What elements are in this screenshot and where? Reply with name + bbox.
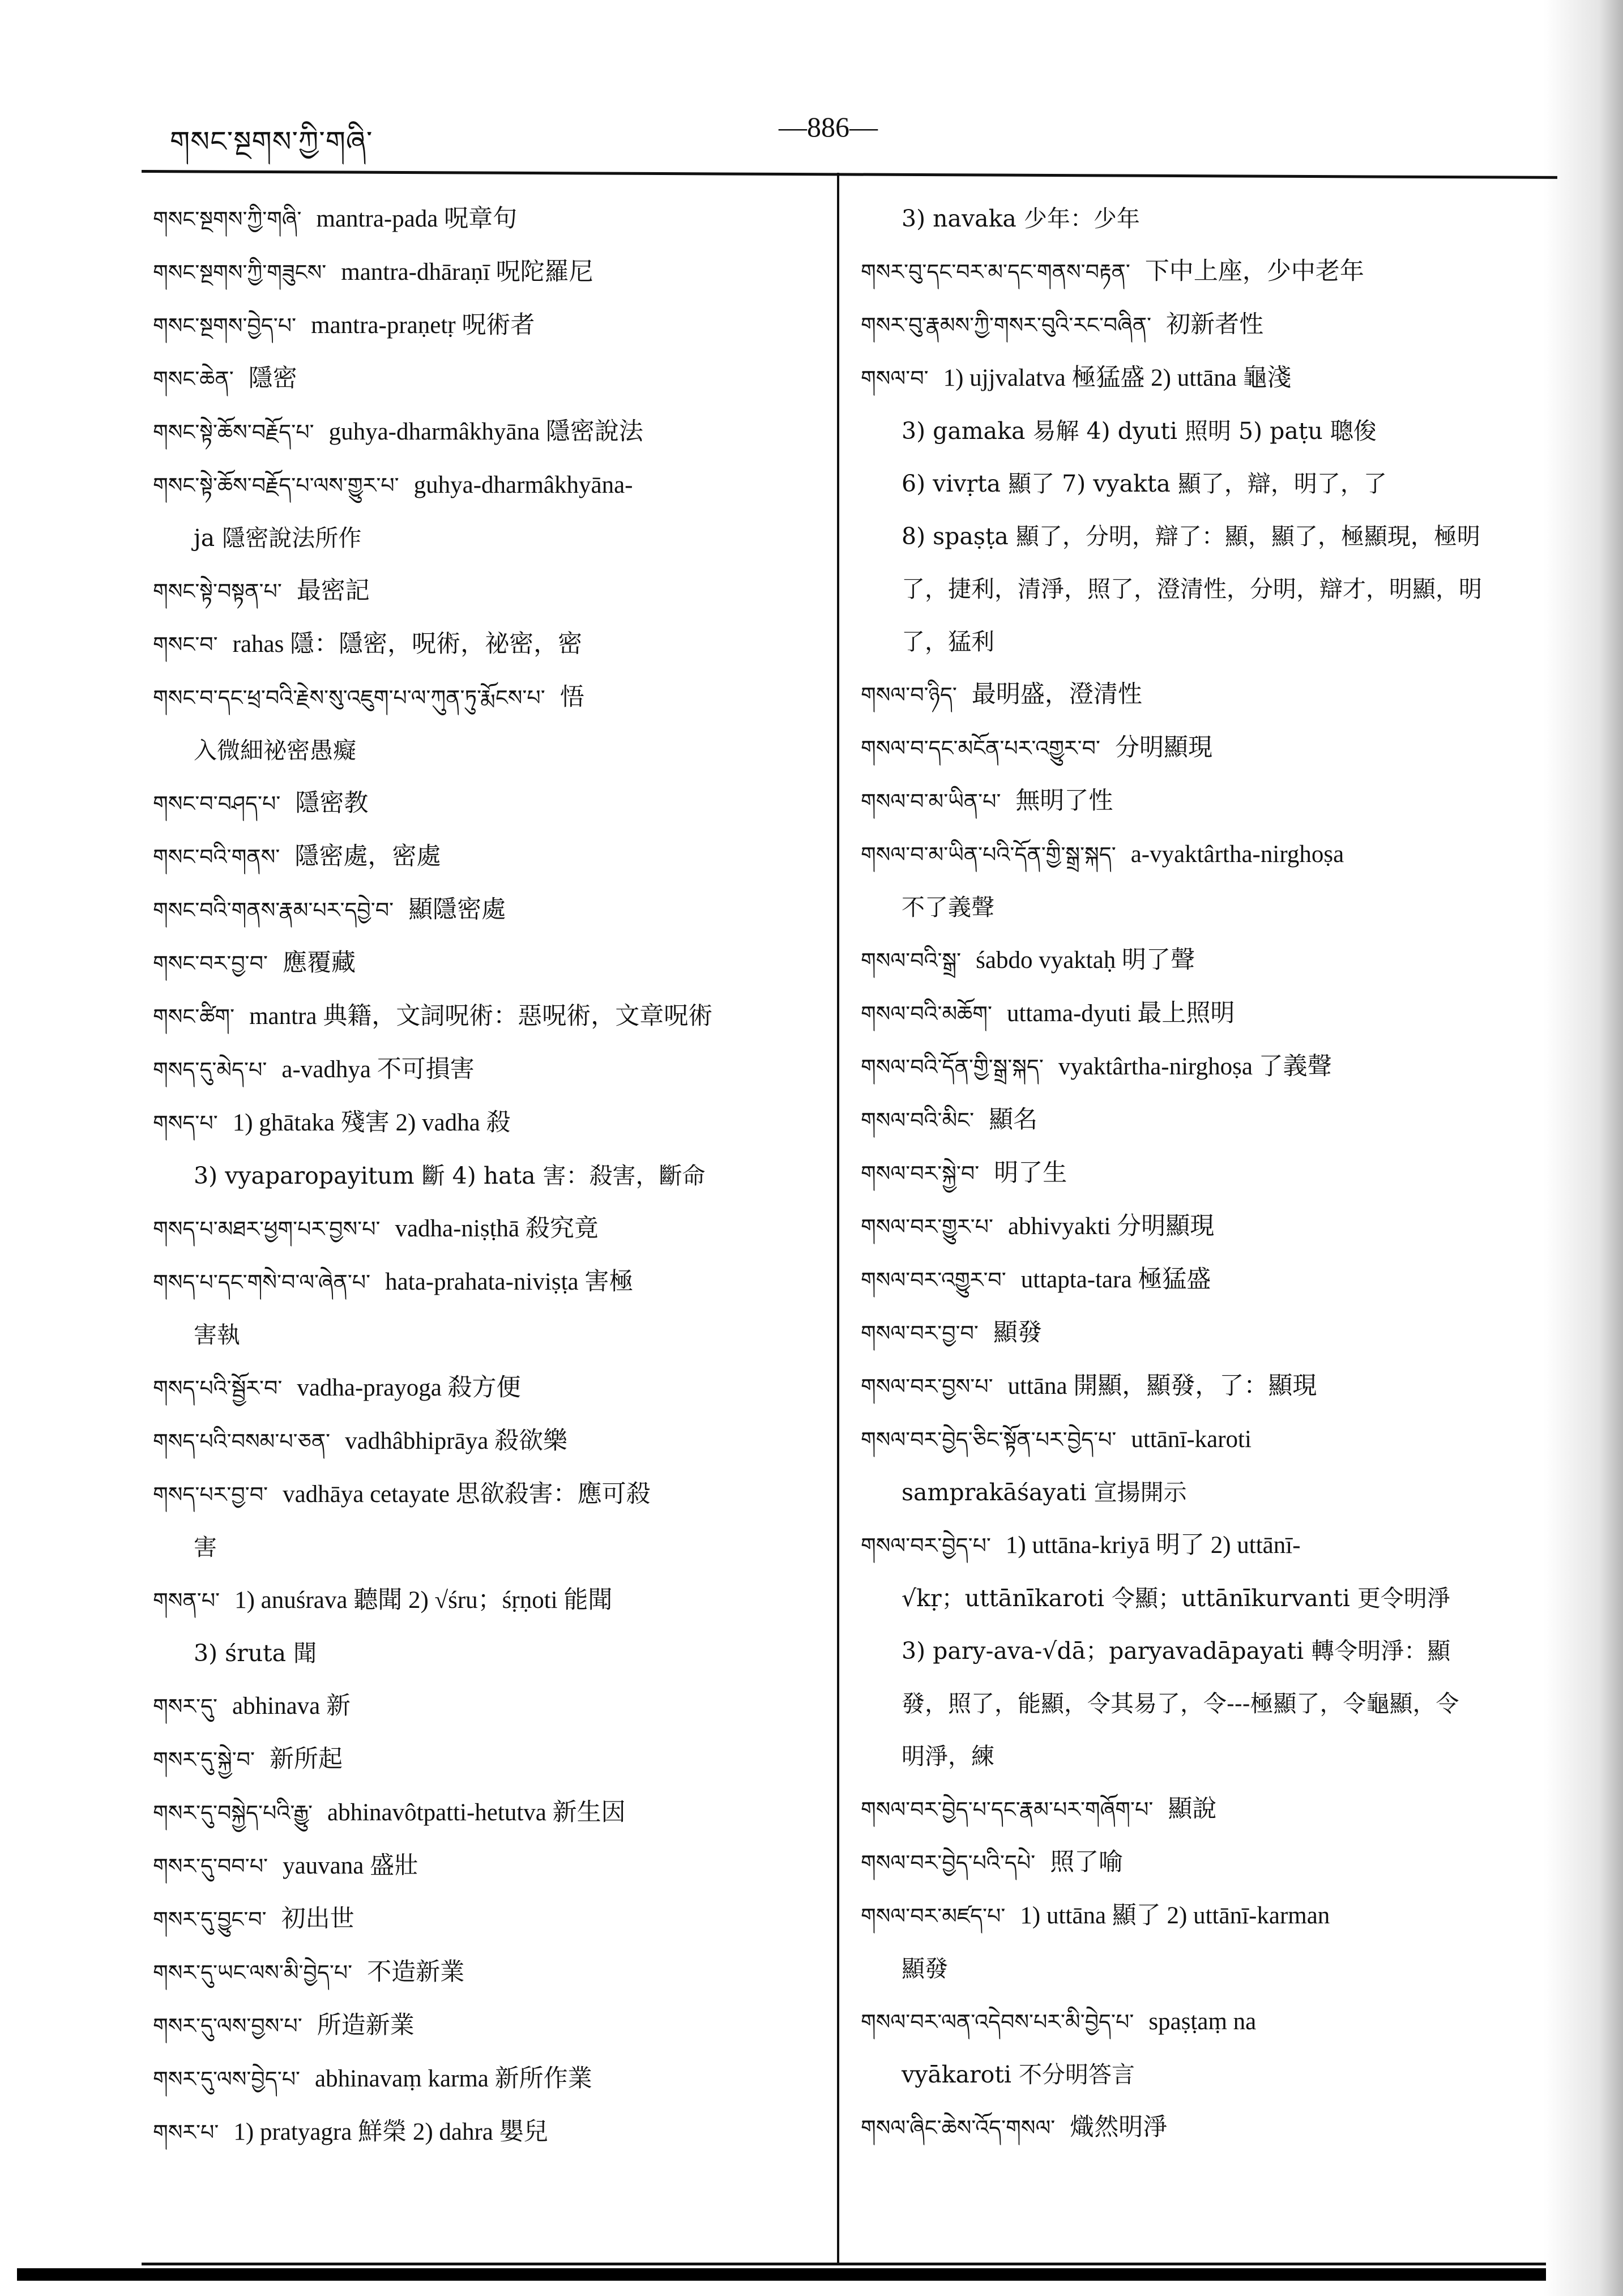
dictionary-entry [153, 1043, 821, 1096]
entry-definition: uttānī-karoti [1131, 1426, 1252, 1453]
dictionary-entry [153, 990, 821, 1043]
entry-definition: 顯名 [989, 1107, 1038, 1133]
dictionary-entry [861, 1147, 1552, 1200]
entry-definition: 最密記 [296, 578, 370, 604]
entry-definition: 不了義聲 [902, 894, 994, 921]
dictionary-entry [153, 777, 821, 830]
entry-definition: 初出世 [281, 1906, 355, 1932]
tibetan-headword: གསང་སྟེ་ཆོས་བརྗོད་པ་ [153, 420, 314, 445]
dictionary-entry [861, 668, 1552, 722]
entry-definition: abhinavaṃ karma 新所作業 [315, 2065, 592, 2092]
entry-definition: 分明顯現 [1114, 735, 1212, 761]
entry-definition: √kṛ；uttānīkaroti 令顯；uttānīkurvanti 更令明淨 [902, 1585, 1450, 1612]
dictionary-entry [861, 1040, 1552, 1094]
entry-definition: 3) gamaka 易解 4) dyuti 照明 5) paṭu 聰俊 [902, 417, 1377, 445]
dictionary-entry [861, 1995, 1552, 2049]
dictionary-entry [861, 987, 1552, 1040]
entry-continuation [861, 1466, 1552, 1519]
scan-bottom-bar [17, 2268, 1546, 2281]
tibetan-headword: གསང་སྟེ་ཆོས་བརྗོད་པ་ལས་གྱུར་པ་ [153, 473, 399, 498]
scan-edge-shadow [1544, 0, 1623, 2296]
entry-definition: 1) anuśrava 聽聞 2) √śru；śṛṇoti 能聞 [234, 1587, 613, 1614]
entry-definition: 1) ujjvalatva 極猛盛 2) uttāna 龜淺 [943, 365, 1292, 391]
entry-definition: 1) uttāna-kriyā 明了 2) uttānī- [1005, 1532, 1301, 1559]
entry-continuation [861, 616, 1552, 668]
tibetan-headword: གསར་དུ་སྐྱེ་བ་ [153, 1747, 255, 1772]
dictionary-entry [153, 1840, 821, 1893]
left-column [153, 193, 821, 2159]
entry-continuation [861, 563, 1552, 616]
dictionary-entry [153, 193, 821, 246]
entry-continuation [861, 1678, 1552, 1730]
tibetan-headword: གསར་པ་ [153, 2120, 219, 2145]
dictionary-entry [153, 830, 821, 884]
dictionary-entry [861, 1307, 1552, 1360]
entry-definition: vyākaroti 不分明答言 [902, 2061, 1135, 2088]
entry-continuation [153, 1627, 821, 1680]
entry-definition: 應覆藏 [283, 950, 356, 976]
tibetan-headword: གསལ་བ་མ་ཡིན་པའི་དོན་གྱི་སྒྲ་སྐད་ [861, 842, 1116, 867]
entry-definition: 了，捷利，清淨，照了，澄清性，分明，辯才，明顯，明 [902, 575, 1482, 603]
tibetan-headword: གསང་སྔགས་ཀྱི་གཟུངས་ [153, 260, 327, 285]
entry-definition: 顯隱密處 [408, 897, 506, 923]
tibetan-headword: གསལ་བ་ [861, 366, 929, 391]
entry-definition: 1) pratyagra 鮮榮 2) dahra 嬰兒 [233, 2119, 548, 2145]
entry-definition: 1) ghātaka 殘害 2) vadha 殺 [232, 1109, 511, 1136]
entry-definition: 入微細祕密愚癡 [194, 737, 356, 764]
tibetan-headword: གསལ་བར་འགྱུར་བ་ [861, 1268, 1006, 1292]
entry-continuation [153, 1521, 821, 1574]
dictionary-entry [153, 1468, 821, 1521]
entry-definition: 3) śruta 聞 [194, 1640, 317, 1667]
dictionary-entry [861, 2101, 1552, 2154]
entry-definition: 3) pary-ava-√dā；paryavadāpayati 轉令明淨：顯 [902, 1637, 1451, 1665]
entry-definition: 下中上座，少中老年 [1144, 258, 1364, 285]
entry-definition: vadha-prayoga 殺方便 [297, 1375, 521, 1401]
dictionary-entry [153, 618, 821, 671]
entry-definition: vadha-niṣṭhā 殺究竟 [395, 1215, 599, 1242]
entry-definition: 顯發 [993, 1320, 1042, 1346]
entry-definition: 了，猛利 [902, 628, 994, 655]
entry-definition: 所造新業 [317, 2012, 415, 2039]
tibetan-headword: གསལ་བར་བྱ་བ་ [861, 1321, 979, 1346]
dictionary-entry [153, 406, 821, 459]
tibetan-headword: གསར་དུ་ལས་བྱེད་པ་ [153, 2067, 301, 2092]
entry-definition: 明淨，練 [902, 1743, 994, 1770]
tibetan-headword: གསར་དུ་བསྐྱེད་པའི་རྒྱུ་ [153, 1800, 313, 1825]
entry-definition: 8) spaṣṭa 顯了，分明，辯了：顯，顯了，極顯現，極明 [902, 523, 1480, 550]
tibetan-headword: གསང་སྟེ་བསྟན་པ་ [153, 579, 282, 604]
tibetan-headword: གསང་བའི་གནས་རྣམ་པར་དབྱེ་བ་ [153, 898, 394, 923]
entry-continuation [861, 1730, 1552, 1783]
tibetan-headword: གསལ་བར་བྱེད་ཅིང་སྟོན་པར་བྱེད་པ་ [861, 1427, 1117, 1452]
dictionary-entry [153, 1415, 821, 1468]
entry-definition: vadhâbhiprāya 殺欲樂 [345, 1428, 568, 1454]
tibetan-headword: གསལ་བར་ལན་འདེབས་པར་མི་བྱེད་པ་ [861, 2009, 1134, 2034]
dictionary-entry [153, 884, 821, 937]
tibetan-headword: གསང་བ་བཤད་པ་ [153, 791, 281, 816]
column-divider [837, 173, 839, 2263]
dictionary-entry [153, 1096, 821, 1150]
entry-definition: 明了生 [994, 1160, 1067, 1187]
entry-continuation [153, 1150, 821, 1202]
tibetan-headword: གསལ་བར་བྱེད་པ་དང་རྣམ་པར་གཞོག་པ་ [861, 1797, 1154, 1822]
dictionary-entry [153, 1202, 821, 1256]
tibetan-headword: གསར་དུ་བྱུང་བ་ [153, 1907, 267, 1932]
dictionary-entry [153, 2106, 821, 2159]
dictionary-entry [861, 722, 1552, 775]
entry-definition: 顯發 [902, 1955, 948, 1982]
tibetan-headword: གསལ་བར་བྱས་པ་ [861, 1374, 993, 1399]
entry-definition: 3) vyaparopayitum 斷 4) hata 害：殺害，斷命 [194, 1162, 706, 1189]
entry-definition: 初新者性 [1166, 311, 1264, 338]
dictionary-entry [861, 828, 1552, 881]
dictionary-entry [861, 298, 1552, 352]
entry-definition: abhivyakti 分明顯現 [1007, 1213, 1215, 1240]
tibetan-headword: གསར་དུ་ལས་བྱས་པ་ [153, 2013, 302, 2038]
tibetan-headword: གསལ་བའི་མིང་ [861, 1108, 975, 1133]
dictionary-entry [861, 775, 1552, 828]
entry-definition: uttama-dyuti 最上照明 [1006, 1000, 1235, 1027]
entry-definition: ja 隱密說法所作 [194, 524, 362, 552]
entry-continuation [861, 193, 1552, 245]
entry-definition: guhya-dharmâkhyāna 隱密說法 [328, 419, 643, 445]
entry-definition: mantra-pada 呪章句 [316, 206, 518, 232]
tibetan-headword: གསར་བུ་དང་བར་མ་དང་གནས་བརྟན་ [861, 259, 1130, 284]
dictionary-entry [153, 246, 821, 299]
entry-definition: a-vadhya 不可損害 [281, 1056, 475, 1083]
tibetan-headword: གསན་པ་ [153, 1588, 220, 1613]
tibetan-headword: གསར་དུ་ཡང་ལས་མི་བྱེད་པ་ [153, 1960, 353, 1985]
dictionary-entry [153, 671, 821, 724]
dictionary-entry [861, 1253, 1552, 1307]
entry-definition: vadhāya cetayate 思欲殺害：應可殺 [283, 1481, 651, 1508]
tibetan-headword: གསད་པའི་སྦྱོར་བ་ [153, 1376, 283, 1401]
tibetan-headword: གསད་པ་ [153, 1111, 218, 1136]
entry-definition: yauvana 盛壯 [283, 1853, 419, 1879]
entry-continuation [861, 510, 1552, 563]
right-column [861, 193, 1552, 2154]
dictionary-entry [153, 1946, 821, 1999]
page-number: —886— [779, 111, 878, 143]
dictionary-entry [861, 245, 1552, 298]
dictionary-entry [153, 2052, 821, 2106]
dictionary-entry [153, 1893, 821, 1946]
entry-definition: mantra 典籍，文詞呪術：惡呪術，文章呪術 [249, 1003, 713, 1030]
entry-definition: 1) uttāna 顯了 2) uttānī-karman [1020, 1902, 1330, 1929]
tibetan-headword: གསད་པ་མཐར་ཕྱག་པར་བྱས་པ་ [153, 1217, 381, 1241]
entry-definition: mantra-dhāraṇī 呪陀羅尼 [341, 259, 593, 285]
dictionary-entry [153, 352, 821, 406]
entry-continuation [861, 1943, 1552, 1995]
tibetan-headword: གསད་དུ་མེད་པ་ [153, 1057, 267, 1082]
entry-continuation [153, 512, 821, 565]
dictionary-entry [861, 1360, 1552, 1413]
dictionary-entry [153, 937, 821, 990]
tibetan-headword: གསང་བ་ [153, 632, 218, 657]
tibetan-headword: གསལ་བར་གྱུར་པ་ [861, 1214, 993, 1239]
bottom-rule [142, 2263, 1546, 2265]
dictionary-entry [861, 352, 1552, 405]
entry-definition: 最明盛，澄清性 [971, 681, 1142, 708]
tibetan-headword: གསལ་བ་མ་ཡིན་པ་ [861, 789, 1001, 814]
entry-definition: spaṣṭaṃ na [1148, 2008, 1257, 2035]
tibetan-headword: གསལ་བའི་དོན་གྱི་སྒྲ་སྐད་ [861, 1055, 1044, 1079]
entry-definition: uttāna 開顯，顯發，了：顯現 [1007, 1373, 1317, 1399]
entry-definition: 隱密教 [295, 790, 369, 817]
dictionary-entry [861, 1836, 1552, 1889]
entry-continuation [153, 1309, 821, 1362]
dictionary-entry [153, 1786, 821, 1840]
entry-definition: a-vyaktârtha-nirghoṣa [1130, 841, 1344, 868]
dictionary-entry [861, 1200, 1552, 1253]
entry-definition: 悟 [559, 684, 584, 711]
tibetan-headword: གསལ་ཞིང་ཆེས་འོད་གསལ་ [861, 2115, 1056, 2140]
dictionary-entry [861, 1094, 1552, 1147]
entry-definition: samprakāśayati 宣揚開示 [902, 1479, 1187, 1506]
tibetan-headword: གསལ་བར་སྐྱེ་བ་ [861, 1161, 980, 1186]
tibetan-headword: གསང་ཚིག་ [153, 1004, 235, 1029]
entry-definition: 照了喻 [1050, 1849, 1124, 1876]
entry-definition: 害執 [194, 1321, 240, 1348]
entry-continuation [861, 1572, 1552, 1625]
tibetan-headword: གསལ་བར་བྱེད་པའི་དཔེ་ [861, 1850, 1036, 1875]
dictionary-entry [153, 1680, 821, 1733]
entry-definition: 6) vivṛta 顯了 7) vyakta 顯了，辯，明了，了 [902, 470, 1387, 497]
entry-definition: 顯說 [1168, 1796, 1217, 1823]
entry-definition: 發，照了，能顯，令其易了，令---極顯了，令龜顯，令 [902, 1690, 1459, 1717]
tibetan-headword: གསང་བ་དང་ཕྲ་བའི་རྗེས་སུ་འཇུག་པ་ལ་ཀུན་ཏུ་རྨོངས་པ་ [153, 685, 545, 710]
dictionary-entry [153, 299, 821, 352]
entry-definition: 不造新業 [367, 1959, 465, 1986]
entry-definition: vyaktârtha-nirghoṣa 了義聲 [1058, 1053, 1332, 1080]
entry-definition: 隱密處，密處 [294, 843, 441, 870]
entry-definition: abhinava 新 [232, 1693, 351, 1719]
dictionary-entry [861, 1519, 1552, 1572]
running-head: གསང་སྔགས་ཀྱི་གཞི་ [170, 125, 373, 158]
tibetan-headword: གསད་པའི་བསམ་པ་ཅན་ [153, 1429, 331, 1454]
entry-definition: śabdo vyaktaḥ 明了聲 [976, 947, 1195, 974]
entry-definition: 新所起 [270, 1746, 343, 1773]
tibetan-headword: གསལ་བའི་སྒྲ་ [861, 948, 962, 973]
tibetan-headword: གསལ་བ་ཉིད་ [861, 682, 957, 707]
entry-definition: uttapta-tara 極猛盛 [1020, 1266, 1211, 1293]
entry-definition: 熾然明淨 [1070, 2114, 1168, 2141]
entry-definition: mantra-praṇetṛ 呪術者 [311, 312, 535, 339]
entry-definition: 3) navaka 少年：少年 [902, 205, 1140, 232]
entry-definition: 無明了性 [1015, 788, 1113, 814]
dictionary-entry [153, 459, 821, 512]
tibetan-headword: གསང་སྔགས་བྱེད་པ་ [153, 313, 297, 338]
tibetan-headword: གསང་སྔགས་ཀྱི་གཞི་ [153, 207, 302, 232]
tibetan-headword: གསད་པ་དང་གསེ་བ་ལ་ཞེན་པ་ [153, 1270, 371, 1295]
tibetan-headword: གསང་བར་བྱ་བ་ [153, 951, 268, 976]
entry-continuation [861, 1625, 1552, 1678]
tibetan-headword: གསལ་བའི་མཆོག་ [861, 1001, 992, 1026]
entry-definition: hata-prahata-niviṣṭa 害極 [385, 1269, 634, 1295]
tibetan-headword: གསད་པར་བྱ་བ་ [153, 1482, 268, 1507]
tibetan-headword: གསར་དུ་བབ་པ་ [153, 1854, 268, 1879]
tibetan-headword: གསལ་བར་མཛད་པ་ [861, 1904, 1006, 1928]
dictionary-entry [153, 565, 821, 618]
dictionary-entry [153, 1999, 821, 2052]
tibetan-headword: གསལ་བར་བྱེད་པ་ [861, 1533, 991, 1558]
entry-definition: 隱密 [248, 365, 297, 392]
dictionary-entry [861, 1413, 1552, 1466]
tibetan-headword: གསང་བའི་གནས་ [153, 844, 280, 869]
entry-definition: rahas 隱：隱密，呪術，祕密，密 [232, 631, 583, 658]
tibetan-headword: གསར་དུ་ [153, 1694, 218, 1719]
dictionary-entry [153, 1733, 821, 1786]
entry-continuation [153, 724, 821, 777]
tibetan-headword: གསལ་བ་དང་མངོན་པར་འགྱུར་བ་ [861, 736, 1100, 761]
dictionary-entry [861, 934, 1552, 987]
tibetan-headword: གསར་བུ་རྣམས་ཀྱི་གསར་བུའི་རང་བཞིན་ [861, 313, 1152, 338]
dictionary-entry [153, 1362, 821, 1415]
tibetan-headword: གསང་ཆེན་ [153, 366, 234, 391]
dictionary-entry [861, 1889, 1552, 1943]
entry-definition: abhinavôtpatti-hetutva 新生因 [327, 1799, 626, 1826]
entry-continuation [861, 405, 1552, 458]
entry-continuation [861, 458, 1552, 510]
dictionary-entry [153, 1256, 821, 1309]
dictionary-entry [153, 1574, 821, 1627]
entry-continuation [861, 881, 1552, 934]
entry-continuation [861, 2049, 1552, 2101]
entry-definition: 害 [194, 1534, 217, 1561]
entry-definition: guhya-dharmâkhyāna- [413, 472, 633, 498]
dictionary-entry [861, 1783, 1552, 1836]
